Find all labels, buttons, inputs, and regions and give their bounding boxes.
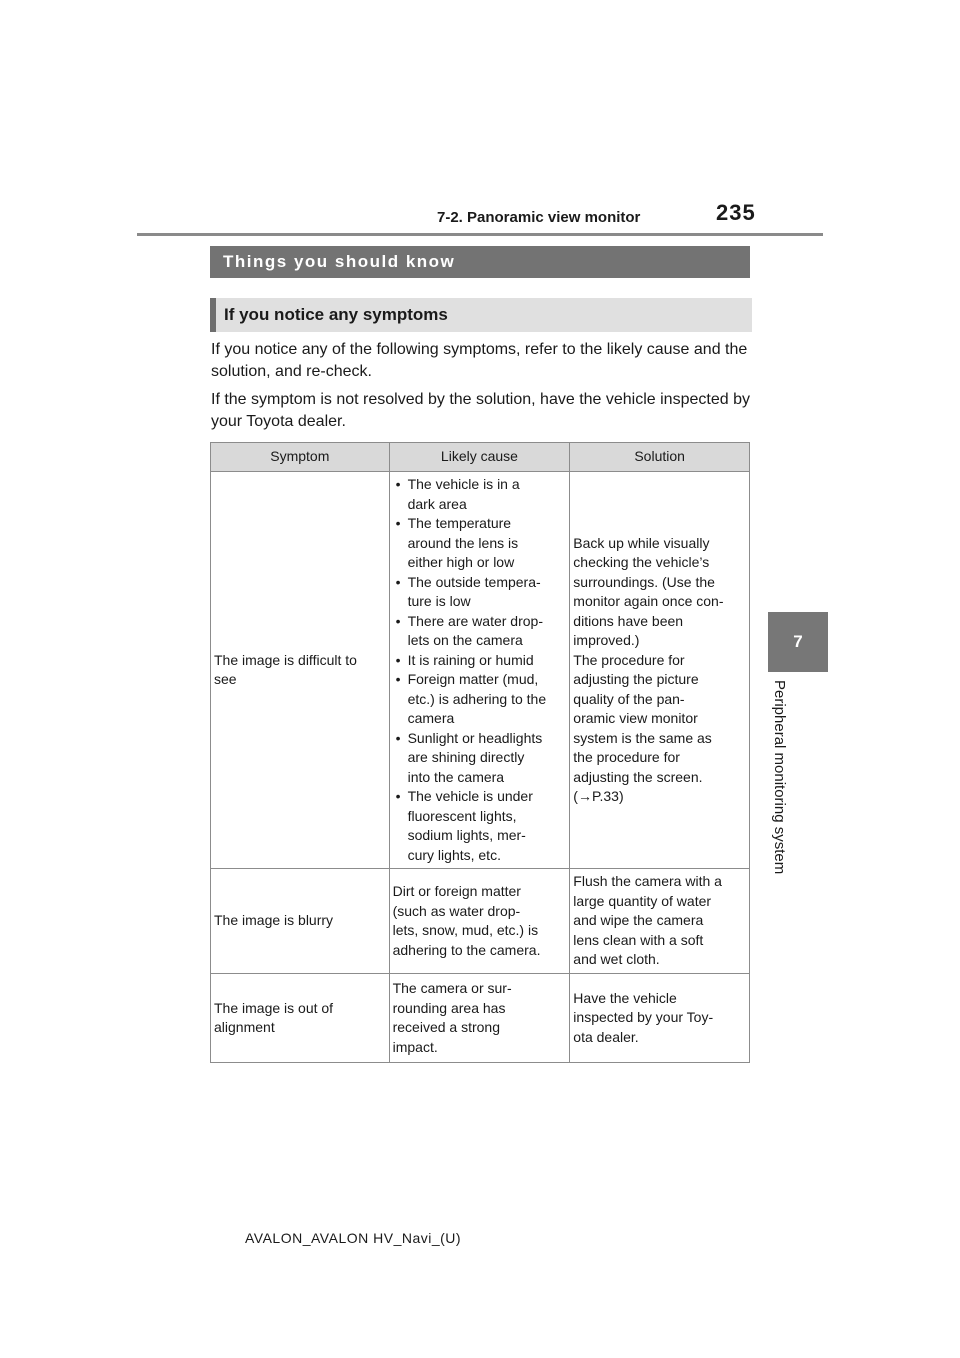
chapter-title: Peripheral monitoring system [771,680,788,875]
subheading: If you notice any symptoms [210,298,752,332]
cause-list [393,475,567,865]
table-row [211,472,750,869]
symptom-cell: The image is out of alignment [211,974,390,1063]
dealer-paragraph: If the symptom is not resolved by the solution, have the vehicle inspected by your Toyota dealer. [211,391,750,430]
solution-cell: Back up while visually checking the vehicle’s surroundings. (Use the monitor again once con- ditions have been improved.) The procedure for adjusting the picture quality of the pan- oramic view monitor system is the same as the procedure for adjusting the screen. (→P.33) [570,472,750,869]
header-solution: Solution [570,443,750,472]
list-item: • Sunlight or headlights are shining directly into the camera [393,729,567,788]
list-item: • The temperature around the lens is either high or low [393,514,567,573]
page-number: 235 [716,200,756,225]
solution-cell: Flush the camera with a large quantity of water and wipe the camera lens clean with a soft and wet cloth. [570,869,750,974]
table-header-row [211,443,750,472]
list-item: • It is raining or humid [393,651,567,671]
intro-paragraph: If you notice any of the following symptoms, refer to the likely cause and the solution, and re-check. [211,341,748,380]
chapter-tab: 7 [768,612,828,672]
section-banner: Things you should know [210,246,750,278]
header-section-title: 7-2. Panoramic view monitor [437,209,641,226]
solution-cell: Have the vehicle inspected by your Toy- ota dealer. [570,974,750,1063]
table-row [211,869,750,974]
list-item: • Foreign matter (mud, etc.) is adhering to the camera [393,670,567,729]
header-rule [137,233,823,236]
list-item: • The outside tempera- ture is low [393,573,567,612]
cause-cell: The camera or sur- rounding area has received a strong impact. [389,974,570,1063]
header-symptom: Symptom [211,443,390,472]
cause-cell [389,472,570,869]
symptom-table [210,442,750,1063]
cause-cell: Dirt or foreign matter (such as water drop- lets, snow, mud, etc.) is adhering to the camera. [389,869,570,974]
list-item: • The vehicle is in a dark area [393,475,567,514]
symptom-cell: The image is blurry [211,869,390,974]
list-item: • The vehicle is under fluorescent lights, sodium lights, mer- cury lights, etc. [393,787,567,865]
symptom-cell: The image is difficult to see [211,472,390,869]
list-item: • There are water drop- lets on the camera [393,612,567,651]
footer-model-code: AVALON_AVALON HV_Navi_(U) [245,1230,462,1246]
table-row [211,974,750,1063]
header-likely-cause: Likely cause [389,443,570,472]
